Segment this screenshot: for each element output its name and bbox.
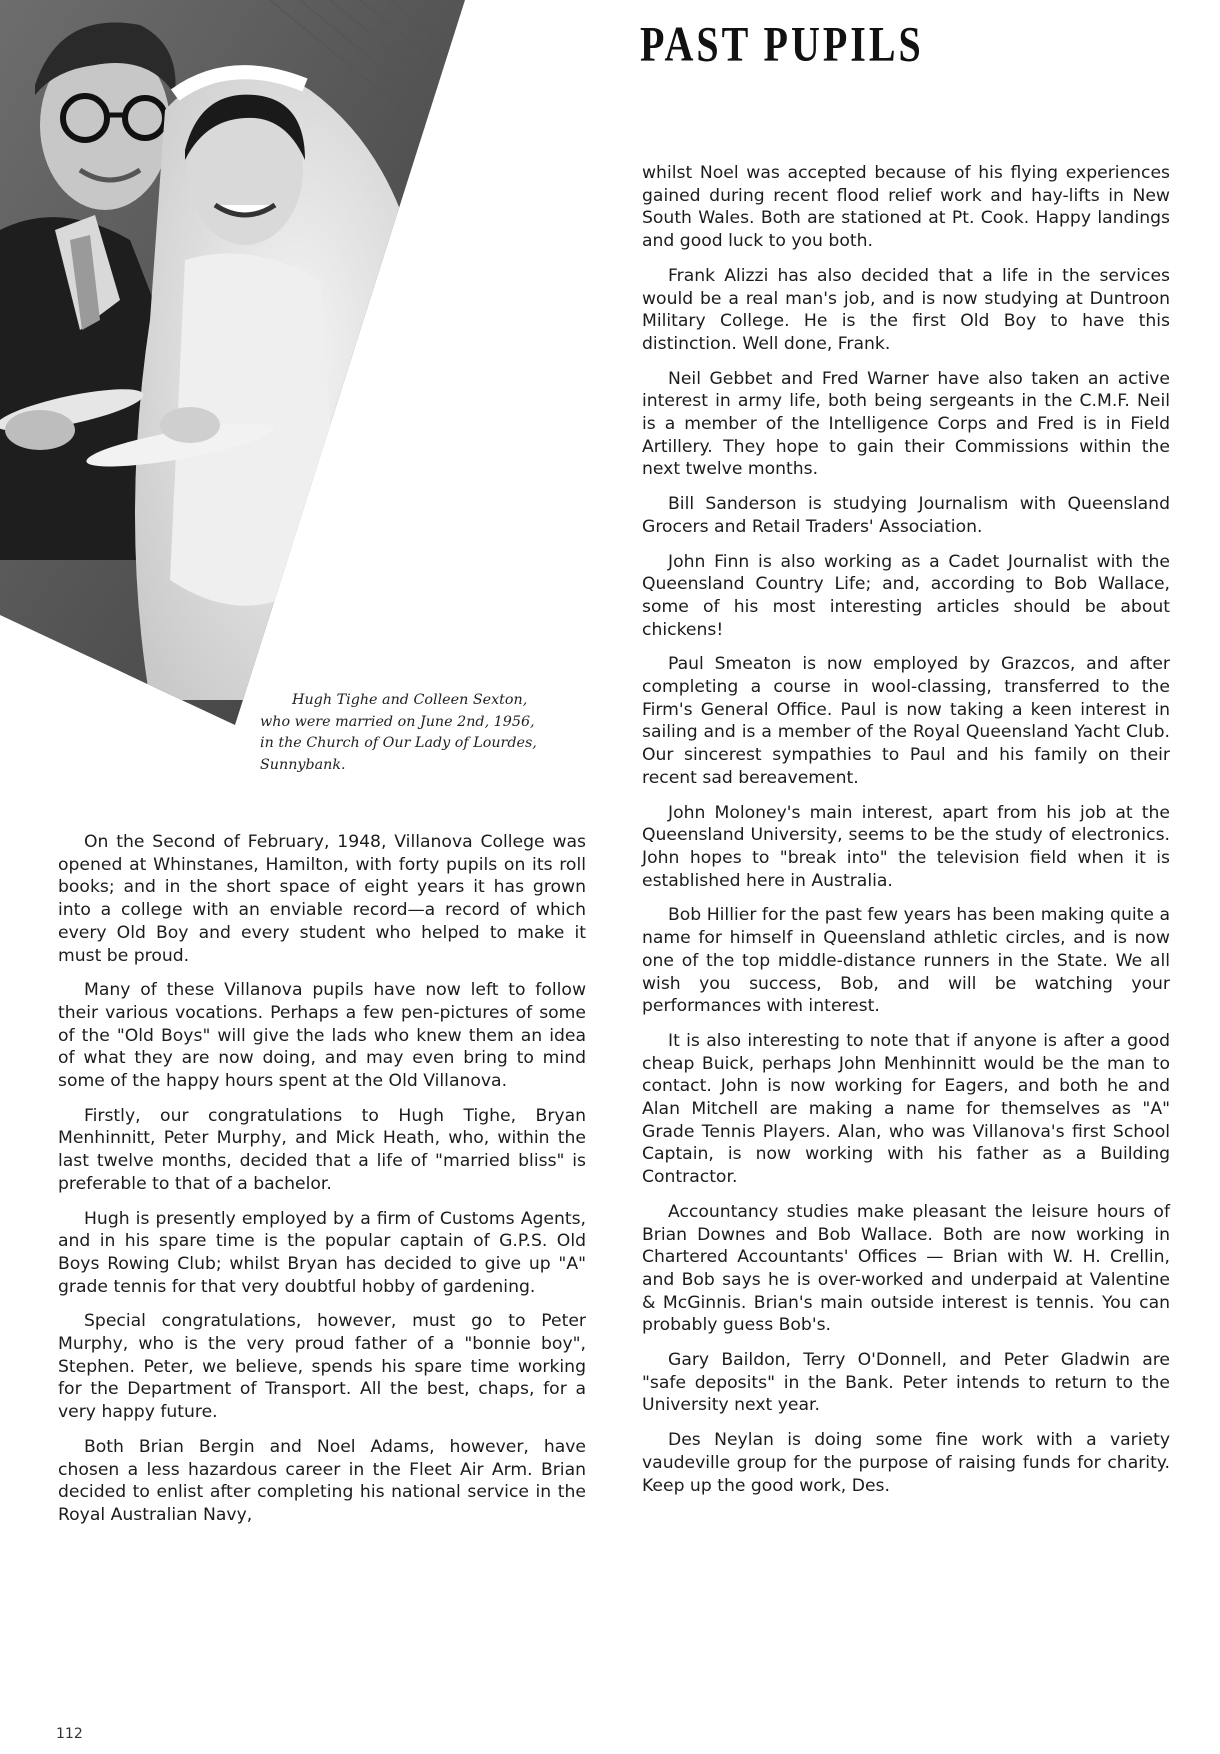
paragraph: Des Neylan is doing some fine work with a variety vaudeville group for the purpose of raising funds for charity. Keep up the good work, Des. [642,1430,1170,1496]
paragraph: Accountancy studies make pleasant the leisure hours of Brian Downes and Bob Wallace. Both are now working in Chartered Accountants' Offices — Brian with W. H. Crellin, and Bob says he is over-worked and underpaid at Valentine & McGinnis. Brian's main outside interest is tennis. You can probably guess Bob's. [642,1201,1170,1336]
paragraph: Paul Smeaton is now employed by Grazcos, and after completing a course in wool-classing, transferred to the Firm's General Office. Paul is now taking a keen interest in sailing and is a member of the Royal Queensland Yacht Club. Our sincerest sympathies to Paul and his family on their recent sad bereavement. [642,654,1170,788]
paragraph: John Finn is also working as a Cadet Journalist with the Queensland Country Life; and, according to Bob Wallace, some of his most interesting articles should be about chickens! [642,551,1170,640]
paragraph: Many of these Villanova pupils have now left to follow their various vocations. Perhaps a few pen-pictures of some of the "Old Boys" will give the lads who knew them an idea of what they are now doing, and may even bring to mind some of the happy hours spent at the Old Villanova. [58,980,586,1092]
paragraph: Bob Hillier for the past few years has been making quite a name for himself in Queensland athletic circles, and is now one of the top middle-distance runners in the State. We all wish you success, Bob, and will be watching your performances with interest. [642,905,1170,1017]
caption-line: who were married on June 2nd, 1956, [260,713,535,730]
caption-line: Hugh Tighe and Colleen Sexton, [292,692,528,708]
paragraph: John Moloney's main interest, apart from his job at the Queensland University, seems to be the study of electronics. John hopes to "break into" the television field when it is established here in Australia. [642,802,1170,891]
paragraph: Both Brian Bergin and Noel Adams, however, have chosen a less hazardous career in the Fleet Air Arm. Brian decided to enlist after completing his national service in the Royal Australian Navy, [58,1436,586,1525]
caption-line: in the Church of Our Lady of Lourdes, [260,735,537,752]
caption-line: Sunnybank. [260,756,346,773]
wedding-photo-icon [0,0,600,790]
paragraph: Gary Baildon, Terry O'Donnell, and Peter Gladwin are "safe deposits" in the Bank. Peter intends to return to the University next year. [642,1350,1170,1416]
photo-caption [236,690,598,776]
page-number: 112 [56,1726,83,1742]
paragraph: Firstly, our congratulations to Hugh Tighe, Bryan Menhinnitt, Peter Murphy, and Mick Heath, who, within the last twelve months, decided that a life of "married bliss" is preferable to that of a bachelor. [58,1105,586,1194]
paragraph: Hugh is presently employed by a firm of Customs Agents, and in his spare time is the popular captain of G.P.S. Old Boys Rowing Club; whilst Bryan has decided to give up "A" grade tennis for that very doubtful hobby of gardening. [58,1208,586,1297]
wedding-photo [0,0,300,790]
paragraph: Neil Gebbet and Fred Warner have also taken an active interest in army life, both being sergeants in the C.M.F. Neil is a member of the Intelligence Corps and Fred is in Field Artillery. They hope to gain their Commissions within the next twelve months. [642,368,1170,480]
paragraph: On the Second of February, 1948, Villanova College was opened at Whinstanes, Hamilton, with forty pupils on its roll books; and in the short space of eight years it has grown into a college with an enviable record—a record of which every Old Boy and every student who helped to make it must be proud. [58,832,586,966]
paragraph: It is also interesting to note that if anyone is after a good cheap Buick, perhaps John Menhinnitt would be the man to contact. John is now working for Eagers, and both he and Alan Mitchell are making a name for themselves as "A" Grade Tennis Players. Alan, who was Villanova's first School Captain, is now working with his father as a Building Contractor. [642,1030,1170,1188]
left-column [58,831,586,1539]
paragraph: Frank Alizzi has also decided that a life in the services would be a real man's job, and is now studying at Duntroon Military College. He is the first Old Boy to have this distinction. Well done, Frank. [642,265,1170,354]
page-title: PAST PUPILS [640,15,924,72]
paragraph-continuation: whilst Noel was accepted because of his flying experiences gained during recent flood relief work and hay-lifts in New South Wales. Both are stationed at Pt. Cook. Happy landings and good luck to you both. [642,163,1170,252]
paragraph: Special congratulations, however, must go to Peter Murphy, who is the very proud father of a "bonnie boy", Stephen. Peter, we believe, spends his spare time working for the Department of Transport. All the best, chaps, for a very happy future. [58,1311,586,1423]
right-column [642,162,1170,1509]
paragraph: Bill Sanderson is studying Journalism with Queensland Grocers and Retail Traders' Association. [642,494,1170,537]
